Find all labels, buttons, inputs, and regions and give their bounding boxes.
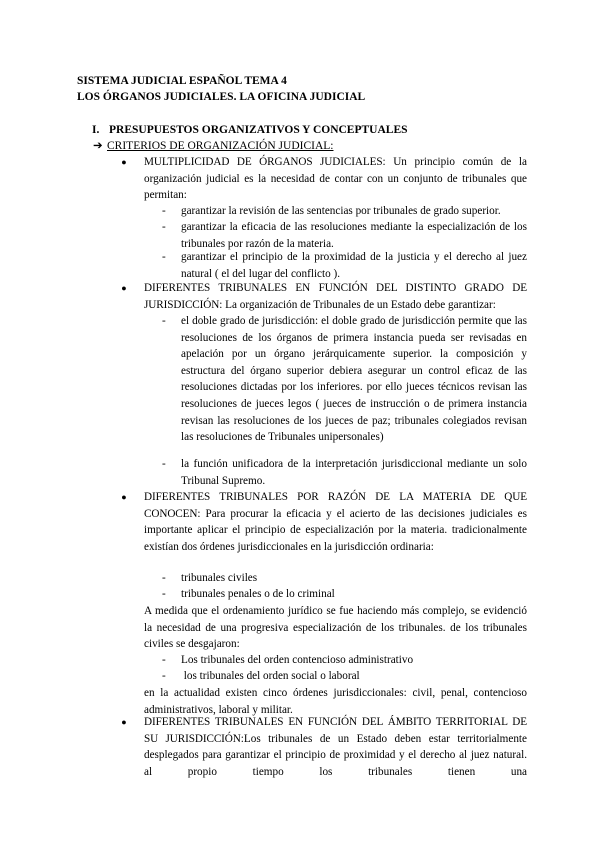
bullet-2-heading: DIFERENTES TRIBUNALES EN FUNCIÓN DEL DISTINTO GRADO DE JURISDICCIÓN — [144, 282, 527, 311]
list-item: tribunales civiles — [181, 572, 258, 584]
bullet-icon: ● — [121, 717, 127, 727]
bullet-4-heading: DIFERENTES TRIBUNALES EN FUNCIÓN DEL ÁMBITO TERRITORIAL DE SU JURISDICCIÓN — [144, 716, 527, 745]
bullet-3-text: : Para procurar la eficacia y el acierto de las decisiones judiciales es importante aplicar el principio de especialización por la materia. tradicionalmente existían dos órdenes jurisdiccionales en la jurisdicción ordinaria: — [144, 507, 527, 553]
dash-icon: - — [162, 670, 166, 682]
dash-icon: - — [162, 654, 166, 666]
list-item: garantizar la revisión de las sentencias por tribunales de grado superior. — [181, 205, 501, 217]
bullet-1-heading: MULTIPLICIDAD DE ÓRGANOS JUDICIALES — [144, 156, 383, 168]
list-item: el doble grado de jurisdicción: el doble grado de jurisdicción permite que las resoluciones de los órganos de primera instancia pueda ser revisadas en apelación por un órgano jerárquicamente superior. la composición y estructura del órgano superior debiera asegurar un control eficaz de las resoluciones dictadas por los inferiores. por ello jueces técnicos revisan las resoluciones de jueces legos ( jueces de instrucción o de primera instancia revisan las resoluciones de los jueces de paz; tribunales colegiados revisan las resoluciones de Tribunales unipersonales) — [181, 315, 527, 444]
dash-icon: - — [162, 458, 166, 470]
section-title: PRESUPUESTOS ORGANIZATIVOS Y CONCEPTUALES — [109, 124, 408, 136]
dash-icon: - — [162, 221, 166, 233]
bullet-2 — [144, 280, 527, 313]
paragraph: en la actualidad existen cinco órdenes jurisdiccionales: civil, penal, contencioso administrativos, laboral y militar. — [144, 687, 527, 716]
bullet-icon: ● — [121, 283, 127, 293]
bullet-2-text: : La organización de Tribunales de un Estado debe garantizar: — [219, 298, 496, 311]
list-item: tribunales penales o de lo criminal — [181, 588, 335, 600]
list-item: garantizar el principio de la proximidad de la justicia y el derecho al juez natural ( el del lugar del conflicto ). — [181, 251, 527, 280]
criteria-heading — [93, 138, 333, 155]
bullet-icon: ● — [121, 492, 127, 502]
arrow-icon: ➔ — [93, 140, 103, 152]
criteria-title: CRITERIOS DE ORGANIZACIÓN JUDICIAL: — [107, 140, 334, 152]
dash-icon: - — [162, 251, 166, 263]
dash-icon: - — [162, 205, 166, 217]
section-heading — [92, 122, 408, 139]
document-subtitle: LOS ÓRGANOS JUDICIALES. LA OFICINA JUDICIAL — [77, 91, 366, 103]
list-item: la función unificadora de la interpretación jurisdiccional mediante un solo Tribunal Supremo. — [181, 458, 527, 487]
paragraph: A medida que el ordenamiento jurídico se fue haciendo más complejo, se evidenció la necesidad de una progresiva especialización de los tribunales. de los tribunales civiles se desgajaron: — [144, 605, 527, 651]
list-item: los tribunales del orden social o laboral — [181, 670, 360, 682]
bullet-3 — [144, 489, 527, 555]
dash-icon: - — [162, 315, 166, 327]
section-number: I. — [92, 124, 100, 136]
bullet-icon: ● — [121, 157, 127, 167]
bullet-4-text: :Los tribunales de un Estado deben estar territorialmente desplegados para garantizar el principio de proximidad y el derecho al juez natural. al propio tiempo los tribunales tienen una — [144, 732, 527, 778]
dash-icon: - — [162, 572, 166, 584]
bullet-1-text: : Un principio común de la organización judicial es la necesidad de contar con un conjunto de tribunales que permitan: — [144, 156, 527, 202]
bullet-4 — [144, 714, 527, 780]
bullet-1 — [144, 154, 527, 204]
bullet-3-heading: DIFERENTES TRIBUNALES POR RAZÓN DE LA MATERIA DE QUE CONOCEN — [144, 491, 527, 520]
list-item: Los tribunales del orden contencioso administrativo — [181, 654, 414, 666]
list-item: garantizar la eficacia de las resoluciones mediante la especialización de los tribunales por razón de la materia. — [181, 221, 527, 250]
document-title: SISTEMA JUDICIAL ESPAÑOL TEMA 4 — [77, 75, 287, 87]
dash-icon: - — [162, 588, 166, 600]
